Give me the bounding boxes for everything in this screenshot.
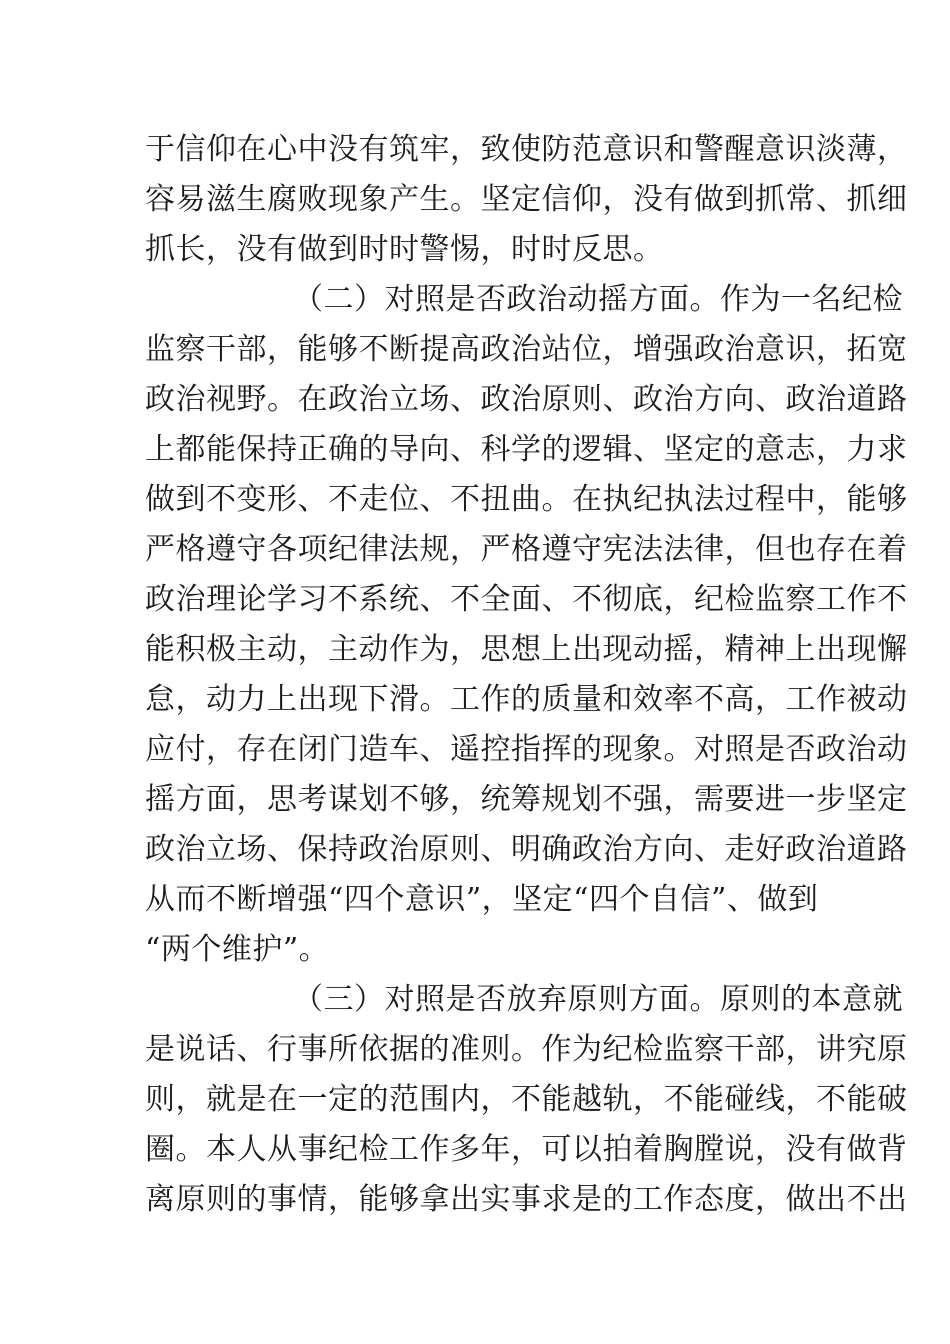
text-line: “两个维护”。 (145, 932, 330, 967)
text-line: 是说话、行事所依据的准则。作为纪检监察干部，讲究原 (145, 1032, 908, 1067)
text-line: 应付，存在闭门造车、遥控指挥的现象。对照是否政治动 (145, 732, 908, 767)
text-line: 政治视野。在政治立场、政治原则、政治方向、政治道路 (145, 382, 908, 417)
text-line: 容易滋生腐败现象产生。坚定信仰，没有做到抓常、抓细 (145, 182, 908, 217)
text-line: 怠，动力上出现下滑。工作的质量和效率不高，工作被动 (145, 682, 908, 717)
section-heading-three: （三）对照是否放弃原则方面。原则的本意就 (293, 982, 903, 1017)
text-line: 政治立场、保持政治原则、明确政治方向、走好政治道路 (145, 832, 908, 867)
text-line: 圈。本人从事纪检工作多年，可以拍着胸膛说，没有做背 (145, 1132, 908, 1167)
text-line: 能积极主动，主动作为，思想上出现动摇，精神上出现懈 (145, 632, 908, 667)
section-heading-two: （二）对照是否政治动摇方面。作为一名纪检 (293, 282, 903, 317)
text-line: 离原则的事情，能够拿出实事求是的工作态度，做出不出 (145, 1182, 908, 1217)
text-line: 监察干部，能够不断提高政治站位，增强政治意识，拓宽 (145, 332, 908, 367)
text-line: 摇方面，思考谋划不够，统筹规划不强，需要进一步坚定 (145, 782, 908, 817)
document-body (145, 125, 908, 1225)
text-line: 做到不变形、不走位、不扭曲。在执纪执法过程中，能够 (145, 482, 908, 517)
text-line: 上都能保持正确的导向、科学的逻辑、坚定的意志，力求 (145, 432, 908, 467)
text-line: 政治理论学习不系统、不全面、不彻底，纪检监察工作不 (145, 582, 908, 617)
text-line: 从而不断增强“四个意识”，坚定“四个自信”、做到 (145, 882, 819, 917)
text-line: 则，就是在一定的范围内，不能越轨，不能碰线，不能破 (145, 1082, 908, 1117)
text-line: 于信仰在心中没有筑牢，致使防范意识和警醒意识淡薄， (145, 132, 908, 167)
text-line: 抓长，没有做到时时警惕，时时反思。 (145, 232, 664, 267)
text-line: 严格遵守各项纪律法规，严格遵守宪法法律，但也存在着 (145, 532, 908, 567)
